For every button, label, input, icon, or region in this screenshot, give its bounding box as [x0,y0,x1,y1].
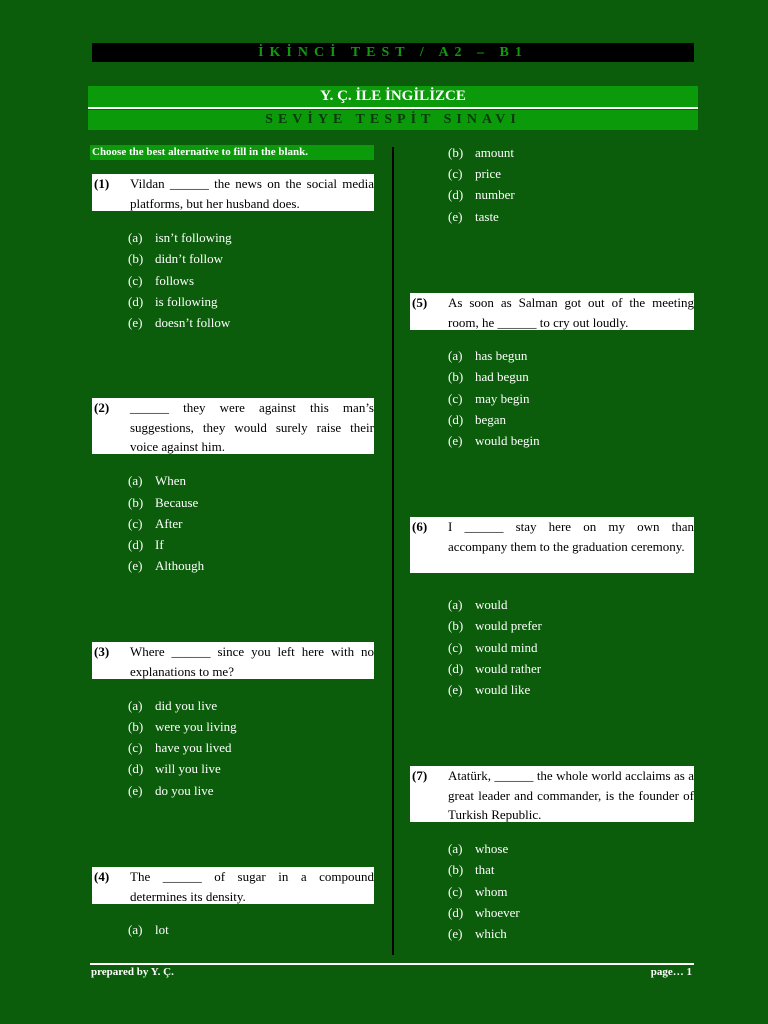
question-text: The ______ of sugar in a compound determines its density. [130,869,374,904]
question-text: Where ______ since you left here with no explanations to me? [130,644,374,679]
option-letter: (e) [128,558,143,573]
question-2 [92,398,374,454]
option-text: follows [155,273,194,288]
option-text: would mind [475,640,538,655]
option-letter: (d) [448,187,464,202]
question-number: (2) [94,400,110,415]
option-letter: (c) [448,640,463,655]
option-text: Because [155,495,199,510]
option-letter: (d) [128,537,144,552]
question-number: (5) [412,295,428,310]
option-letter: (a) [128,922,143,937]
option-text: would like [475,682,531,697]
option-letter: (a) [128,230,143,245]
option-text: If [155,537,164,552]
exam-title: SEVİYE TESPİT SINAVI [88,110,698,130]
option-text: whom [475,884,508,899]
option-letter: (e) [448,209,463,224]
option-text: whose [475,841,509,856]
option-letter: (a) [128,473,143,488]
question-text: I ______ stay here on my own than accompany them to the graduation ceremony. [448,519,694,554]
option-text: is following [155,294,218,309]
option-text: began [475,412,507,427]
question-number: (6) [412,519,428,534]
question-number: (7) [412,768,428,783]
option-letter: (d) [128,761,144,776]
option-text: doesn’t follow [155,315,231,330]
option-text: would [475,597,508,612]
option-letter: (b) [128,719,144,734]
option-text: had begun [475,369,529,384]
option-text: isn’t following [155,230,232,245]
option-letter: (c) [448,391,463,406]
option-letter: (c) [128,273,143,288]
option-letter: (e) [448,926,463,941]
option-text: amount [475,145,514,160]
title-divider [88,107,698,109]
option-text: price [475,166,501,181]
option-letter: (c) [448,884,463,899]
option-letter: (b) [128,495,144,510]
option-text: Although [155,558,205,573]
question-text: As soon as Salman got out of the meeting room, he ______ to cry out loudly. [448,295,694,330]
option-text: taste [475,209,499,224]
option-text: would begin [475,433,540,448]
option-letter: (c) [128,740,143,755]
question-text: Atatürk, ______ the whole world acclaims as a great leader and commander, is the founder of Turkish Republic. [448,768,694,822]
option-letter: (d) [448,661,464,676]
option-letter: (c) [128,516,143,531]
question-1 [92,174,374,211]
option-text: When [155,473,187,488]
option-text: has begun [475,348,528,363]
question-number: (3) [94,644,110,659]
option-text: were you living [155,719,237,734]
option-text: do you live [155,783,214,798]
option-letter: (b) [448,145,464,160]
option-letter: (b) [448,618,464,633]
option-letter: (b) [448,369,464,384]
option-letter: (e) [128,783,143,798]
option-letter: (a) [128,698,143,713]
option-text: did you live [155,698,218,713]
question-text: ______ they were against this man’s suggestions, they would surely raise their voice against him. [130,400,374,454]
option-text: which [475,926,507,941]
question-6 [410,517,694,573]
test-title-bar: İKİNCİ TEST / A2 – B1 [92,43,694,62]
question-7 [410,766,694,822]
option-letter: (a) [448,597,463,612]
option-letter: (a) [448,841,463,856]
option-letter: (e) [448,433,463,448]
option-letter: (e) [448,682,463,697]
course-title: Y. Ç. İLE İNGİLİZCE [88,86,698,107]
option-letter: (d) [128,294,144,309]
question-text: Vildan ______ the news on the social media platforms, but her husband does. [130,176,374,211]
page-number: page… 1 [650,966,692,978]
footer-divider [90,963,694,965]
option-letter: (d) [448,412,464,427]
option-text: whoever [475,905,520,920]
option-letter: (b) [128,251,144,266]
option-text: would rather [475,661,542,676]
option-text: didn’t follow [155,251,224,266]
option-text: may begin [475,391,530,406]
question-number: (4) [94,869,110,884]
option-text: lot [155,922,169,937]
option-letter: (e) [128,315,143,330]
option-text: will you live [155,761,221,776]
option-text: have you lived [155,740,232,755]
question-3 [92,642,374,679]
column-divider [392,147,394,955]
option-text: that [475,862,495,877]
question-number: (1) [94,176,110,191]
instruction-text: Choose the best alternative to fill in the blank. [90,145,374,160]
option-letter: (a) [448,348,463,363]
option-letter: (d) [448,905,464,920]
option-letter: (b) [448,862,464,877]
option-letter: (c) [448,166,463,181]
author-credit: prepared by Y. Ç. [91,966,174,978]
option-text: number [475,187,515,202]
option-text: After [155,516,183,531]
option-text: would prefer [475,618,542,633]
question-5 [410,293,694,330]
question-4 [92,867,374,904]
